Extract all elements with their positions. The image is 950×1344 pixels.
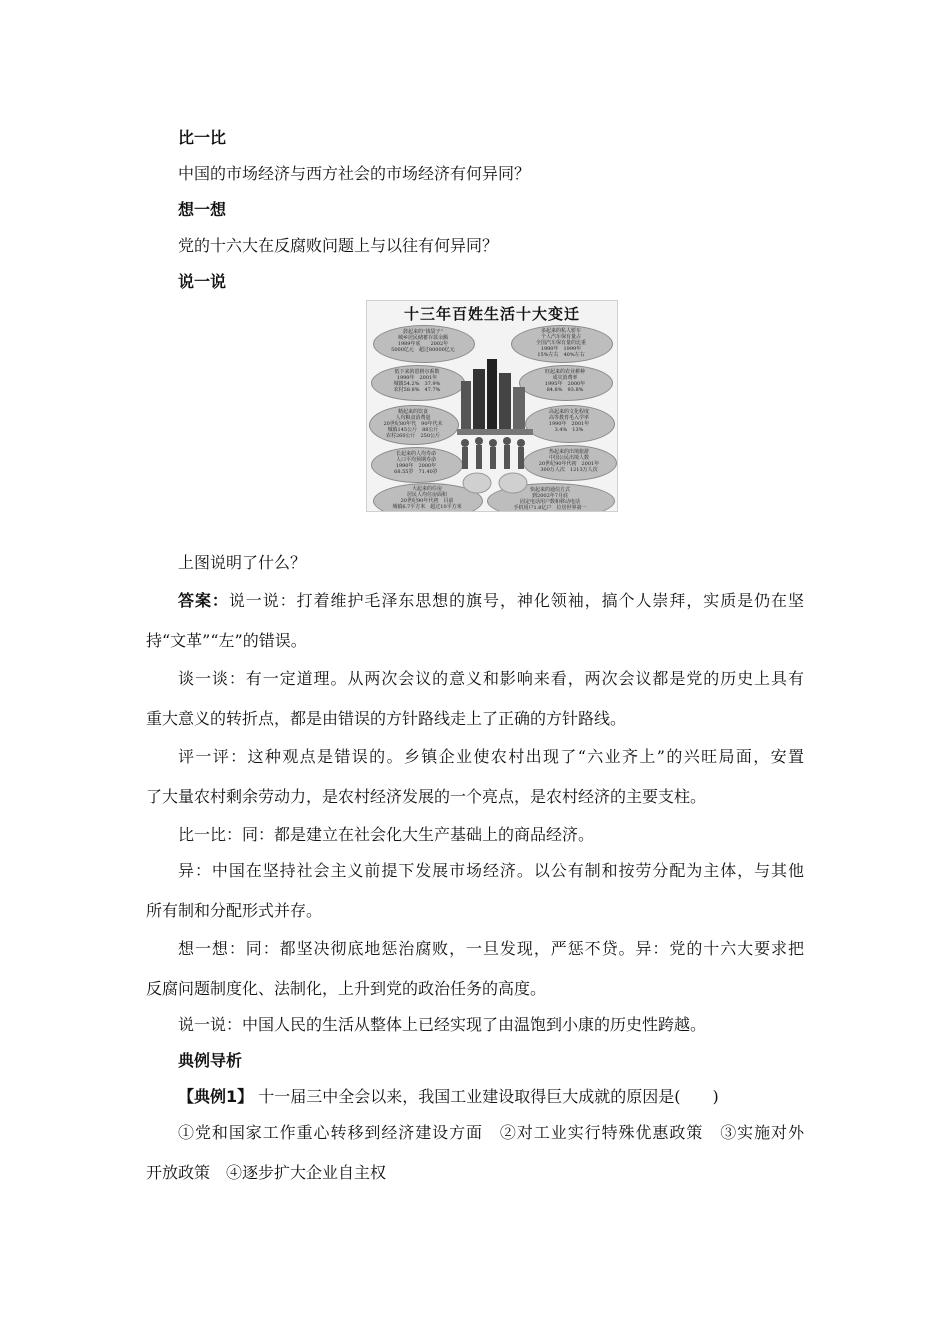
answer-line-2: 持“文革”“左”的错误。	[146, 631, 307, 650]
answer-tan-2: 重大意义的转折点，都是由错误的方针路线走上了正确的方针路线。	[146, 709, 627, 728]
answer-ping-1: 评一评：这种观点是错误的。乡镇企业使农村出现了“六业齐上”的兴旺局面，安置	[178, 747, 804, 766]
answer-tan-1: 谈一谈：有一定道理。从两次会议的意义和影响来看，两次会议都是党的历史上具有	[178, 669, 804, 688]
heading-bi: 比一比	[178, 128, 227, 147]
question-bi: 中国的市场经济与西方社会的市场经济有何异同？	[178, 164, 531, 183]
panel-cars-text: 多起来的私人轿车 个人汽车保有量占 全国汽车保有量的比重 1990年 1999年 15%左右 40%左右	[535, 328, 586, 358]
answer-text-1: 说一说：打着维护毛泽东思想的旗号，神化领袖，搞个人崇拜，实质是仍在坚	[228, 591, 804, 610]
answer-yi-1: 异：中国在坚持社会主义前提下发展市场经济。以公有制和按劳分配为主体，与其他	[178, 861, 804, 880]
answer-yi-2: 所有制和分配形式并存。	[146, 901, 323, 920]
panel-engel-text: 低下来的恩格尔系数 1990年 2001年 城镇54.2% 37.9% 农村58.8% 47.7%	[393, 369, 441, 393]
answer-xiang-1: 想一想：同：都坚决彻底地惩治腐败，一旦发现，严惩不贷。异：党的十六大要求把	[178, 939, 804, 958]
question-xiang: 党的十六大在反腐败问题上与以往有何异同？	[178, 236, 499, 255]
example-question	[178, 1086, 719, 1108]
panel-life-text: 长起来的人均寿命 人口平均预期寿命 1990年 2000年 68.55岁 71.40岁	[394, 451, 438, 475]
panel-housing-text: 大起来的住房 居民人均住房面积 20世纪90年代初 目前 城镇6.7平方米 超过10平方米	[392, 486, 462, 510]
panel-travel-text: 热起来的出境旅游 中国公民出境人数 20世纪90年代初 2001年 300万人次 1213万人次	[538, 449, 600, 473]
heading-xiang: 想一想	[178, 200, 227, 219]
infographic-title: 十三年百姓生活十大变迁	[403, 305, 580, 323]
answer-ping-2: 了大量农村剩余劳动力，是农村经济发展的一个亮点，是农村经济的主要支柱。	[146, 787, 707, 806]
example-question-text: 十一届三中全会以来，我国工业建设取得巨大成就的原因是( )	[253, 1087, 719, 1106]
example-options-2: 开放政策 ④逐步扩大企业自主权	[146, 1163, 387, 1182]
panel-food-text: 精起来的饮食 人均粮食消费量 20世纪80年代 90年代末 城镇145公斤 88公斤 农村260公斤 250公斤	[383, 409, 443, 439]
heading-shuo: 说一说	[178, 272, 227, 291]
example-options-1: ①党和国家工作重心转移到经济建设方面 ②对工业实行特殊优惠政策 ③实施对外	[178, 1123, 804, 1142]
question-picture: 上图说明了什么？	[178, 553, 307, 572]
infographic-figure	[366, 300, 618, 512]
panel-communication-text: 快起来的通信方式 到2002年7月底 固定电话用户数和移动电话 手机用户1.8亿户 位居世界第一	[513, 487, 587, 511]
panel-savings-text: 鼓起来的“钱袋子” 城乡居民储蓄存款余额 1989年底 2002年 5000亿元 超过80000亿元	[391, 329, 455, 353]
answer-shuo: 说一说：中国人民的生活从整体上已经实现了由温饱到小康的历史性跨越。	[178, 1015, 707, 1034]
skyline-illustration	[455, 351, 535, 501]
example-label: 【典例1】	[178, 1087, 254, 1106]
answer-line-1	[178, 590, 804, 612]
panel-education-text: 高起来的文化程度 高等教育毛入学率 1990年 2001年 3.4% 13%	[548, 409, 590, 433]
answer-label: 答案：	[178, 591, 229, 610]
heading-dianli: 典例导析	[178, 1051, 243, 1070]
answer-bi: 比一比：同：都是建立在社会化大生产基础上的商品经济。	[178, 825, 595, 844]
answer-xiang-2: 反腐问题制度化、法制化，上升到党的政治任务的高度。	[146, 979, 547, 998]
panel-farming-text: 旺起来的农业耕种 成灾消费率 1995年 2000年 84.8% 93.8%	[544, 369, 586, 393]
